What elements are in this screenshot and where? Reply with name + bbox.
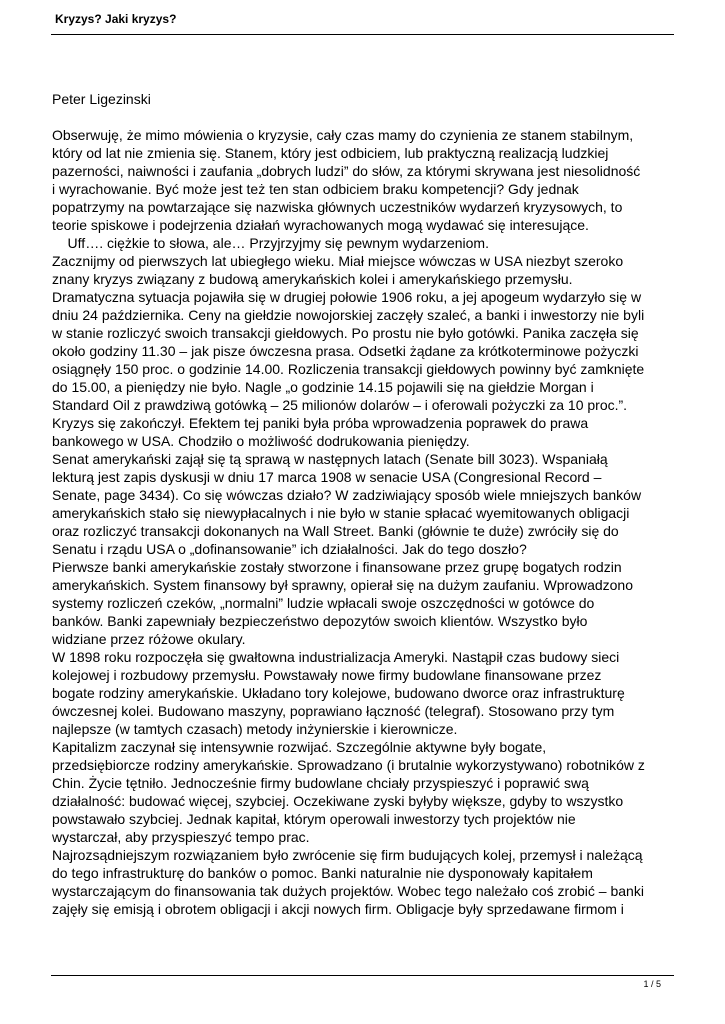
text-line: Standard Oil z prawdziwą gotówką – 25 milionów dolarów – i oferowali pożyczki za 10 proc.”.: [52, 397, 628, 413]
text-line: najlepsze (w tamtych czasach) metody inżynierskie i kierownicze.: [52, 721, 458, 737]
footer-divider: [51, 975, 674, 976]
text-line: około godziny 11.30 – jak pisze ówczesna prasa. Odsetki żądane za krótkoterminowe pożyczki: [52, 343, 639, 359]
text-line: Kapitalizm zaczynał się intensywnie rozwijać. Szczególnie aktywne były bogate,: [52, 739, 547, 755]
text-line: amerykańskich. System finansowy był sprawny, opierał się na dużym zaufaniu. Wprowadzono: [52, 577, 633, 593]
text-line: Senatu i rządu USA o „dofinansowanie” ich działalności. Jak do tego doszło?: [52, 541, 527, 557]
text-line: bankowego w USA. Chodziło o możliwość dodrukowania pieniędzy.: [52, 433, 470, 449]
text-line: Kryzys się zakończył. Efektem tej paniki była próba wprowadzenia poprawek do prawa: [52, 415, 589, 431]
text-line: W 1898 roku rozpoczęła się gwałtowna industrializacja Ameryki. Nastąpił czas budowy sieci: [52, 649, 620, 665]
text-line: zajęły się emisją i obrotem obligacji i akcji nowych firm. Obligacje były sprzedawane firmom i: [52, 901, 624, 917]
text-line: Obserwuję, że mimo mówienia o kryzysie, cały czas mamy do czynienia ze stanem stabilnym,: [52, 127, 634, 143]
text-line: banków. Banki zapewniały bezpieczeństwo depozytów swoich klientów. Wszystko było: [52, 613, 588, 629]
text-line: popatrzymy na powtarzające się nazwiska głównych uczestników wydarzeń kryzysowych, to: [52, 199, 623, 215]
text-line: Chin. Życie tętniło. Jednocześnie firmy budowlane chciały przyspieszyć i poprawić swą: [52, 775, 589, 791]
page-number: 1 / 5: [643, 979, 661, 989]
text-line: przedsiębiorcze rodziny amerykańskie. Sprowadzano (i brutalnie wykorzystywano) robotników z: [52, 757, 645, 773]
text-line: wystarczał, aby przyspieszyć tempo prac.: [52, 829, 310, 845]
text-line: ówczesnej kolei. Budowano maszyny, poprawiano łączność (telegraf). Stosowano przy tym: [52, 703, 615, 719]
text-line: teorie spiskowe i podejrzenia działań wyrachowanych mogą wydawać się interesujące.: [52, 217, 589, 233]
text-line: do 15.00, a pieniędzy nie było. Nagle „o godzinie 14.15 pojawili się na giełdzie Morgan i: [52, 379, 594, 395]
text-line: Dramatyczna sytuacja pojawiła się w drugiej połowie 1906 roku, a jej apogeum wydarzyło się w: [52, 289, 642, 305]
text-line: Senat amerykański zajął się tą sprawą w następnych latach (Senate bill 3023). Wspaniałą: [52, 451, 608, 467]
text-line: w stanie rozliczyć swoich transakcji giełdowych. Po prostu nie było gotówki. Panika zaczęła się: [52, 325, 639, 341]
document-body: [52, 90, 677, 918]
text-line: oraz rozliczyć transakcji dokonanych na Wall Street. Banki (głównie te duże) zwróciły się do: [52, 523, 619, 539]
text-line: osiągnęły 150 proc. o godzinie 14.00. Rozliczenia transakcji giełdowych powinny być zamknięte: [52, 361, 645, 377]
text-line: powstawało szybciej. Jednak kapitał, którym operowali inwestorzy tych projektów nie: [52, 811, 576, 827]
text-line: systemy rozliczeń czeków, „normalni” ludzie wpłacali swoje oszczędności w gotówce do: [52, 595, 595, 611]
text-line: pazerności, naiwności i zaufania „dobrych ludzi” do słów, za którymi skrywana jest niesolidność: [52, 163, 641, 179]
text-line: Najrozsądniejszym rozwiązaniem było zwrócenie się firm budujących kolej, przemysł i należącą: [52, 847, 643, 863]
text-line: Zacznijmy od pierwszych lat ubiegłego wieku. Miał miejsce wówczas w USA niezbyt szeroko: [52, 253, 624, 269]
author-name: Peter Ligezinski: [52, 91, 151, 107]
text-line: widziane przez różowe okulary.: [52, 631, 246, 647]
text-line: do tego infrastrukturę do banków o pomoc. Banki naturalnie nie dysponowały kapitałem: [52, 865, 593, 881]
text-line: i wyrachowanie. Być może jest też ten stan odbiciem braku kompetencji? Gdy jednak: [52, 181, 579, 197]
text-line: Pierwsze banki amerykańskie zostały stworzone i finansowane przez grupę bogatych rodzin: [52, 559, 622, 575]
text-line: kolejowej i rozbudowy przemysłu. Powstawały nowe firmy budowlane finansowane przez: [52, 667, 602, 683]
text-line: działalność: budować więcej, szybciej. Oczekiwane zyski byłyby większe, gdyby to wszystko: [52, 793, 624, 809]
page-header-title: Kryzys? Jaki kryzys?: [55, 12, 177, 26]
text-line: znany kryzys związany z budową amerykańskich kolei i amerykańskiego przemysłu.: [52, 271, 573, 287]
text-line: Senate, page 3434). Co się wówczas działo? W zadziwiający sposób wiele mniejszych banków: [52, 487, 642, 503]
text-line: który od lat nie zmienia się. Stanem, który jest odbiciem, lub praktyczną realizacją ludzkiej: [52, 145, 609, 161]
text-line: lekturą jest zapis dyskusji w dniu 17 marca 1908 w senacie USA (Congresional Record –: [52, 469, 602, 485]
text-line: wystarczającym do finansowania tak dużych projektów. Wobec tego należało coś zrobić – banki: [52, 883, 644, 899]
text-line: Uff…. ciężkie to słowa, ale… Przyjrzyjmy się pewnym wydarzeniom.: [52, 235, 489, 251]
header-divider: [51, 34, 674, 35]
text-line: dniu 24 października. Ceny na giełdzie nowojorskiej zaczęły szaleć, a banki i inwestorzy nie byli: [52, 307, 645, 323]
text-line: bogate rodziny amerykańskie. Układano tory kolejowe, budowano dworce oraz infrastrukturę: [52, 685, 625, 701]
article-text: [52, 126, 677, 918]
text-line: amerykańskich stało się niewypłacalnych i nie było w stanie spłacać wyemitowanych obligacji: [52, 505, 630, 521]
